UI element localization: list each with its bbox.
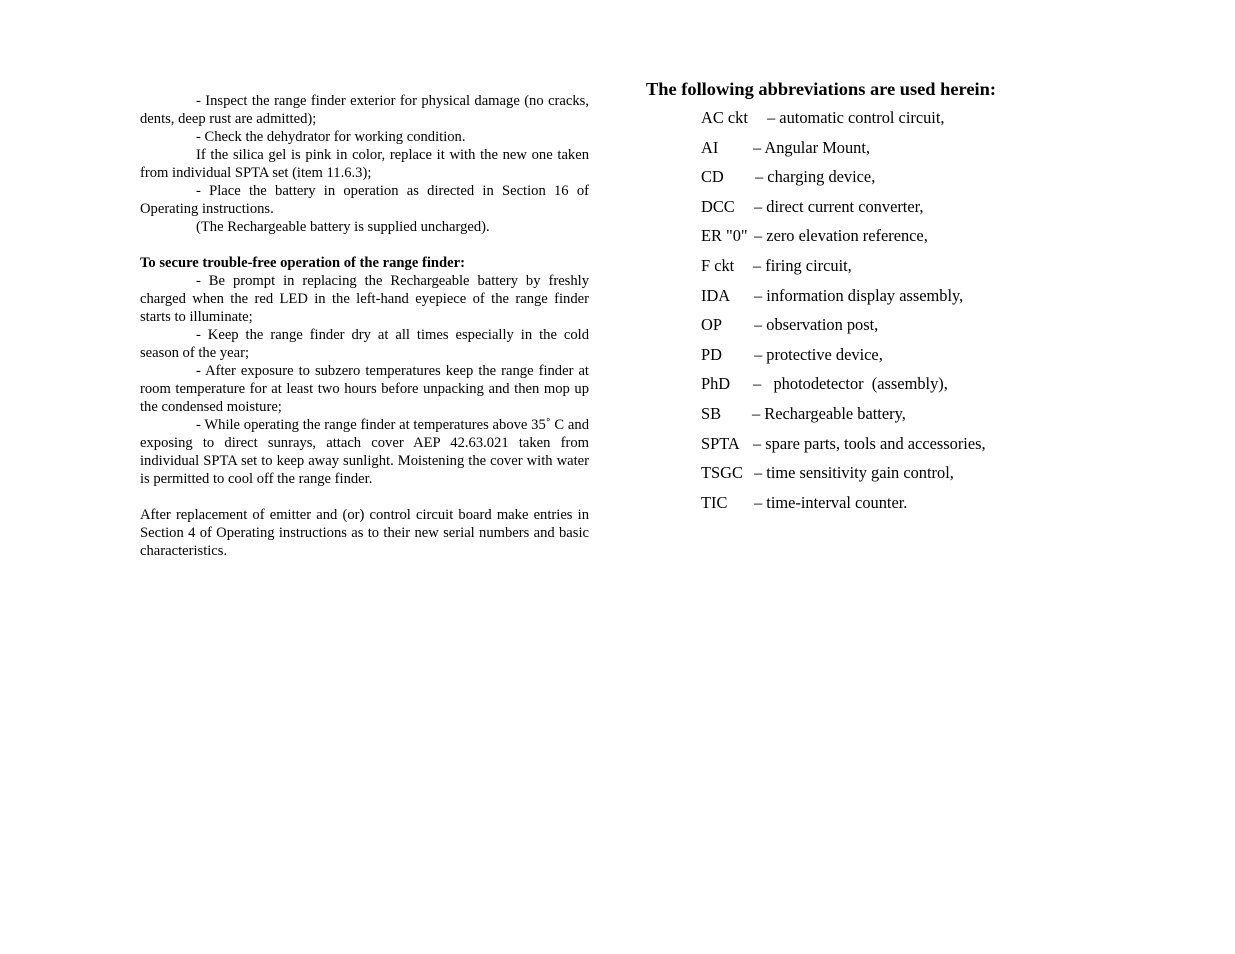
abbreviation-term: PhD: [701, 374, 731, 394]
paragraph: - Inspect the range finder exterior for physical damage (no cracks, dents, deep rust are admitted);: [140, 93, 589, 127]
abbreviation-term: CD: [701, 167, 724, 187]
abbreviation-row: [701, 226, 1206, 256]
abbreviation-row: [701, 434, 1206, 464]
maintenance-instructions-column: [140, 92, 589, 560]
abbreviation-definition: – direct current converter,: [754, 196, 924, 216]
abbreviation-definition: – time-interval counter.: [754, 492, 908, 512]
abbreviation-definition: – zero elevation reference,: [754, 226, 928, 246]
abbreviation-term: ER "0": [701, 226, 748, 246]
abbreviation-row: [701, 286, 1206, 316]
abbreviation-definition: – spare parts, tools and accessories,: [753, 433, 986, 453]
paragraph: - Be prompt in replacing the Rechargeable battery by freshly charged when the red LED in the left-hand eyepiece of the range finder starts to illuminate;: [140, 273, 589, 325]
abbreviation-term: TIC: [701, 492, 728, 512]
abbreviation-term: OP: [701, 315, 722, 335]
abbreviations-title: The following abbreviations are used herein:: [646, 79, 996, 99]
abbreviation-definition: – photodetector (assembly),: [753, 374, 948, 394]
abbreviation-row: [701, 138, 1206, 168]
paragraph: - Place the battery in operation as directed in Section 16 of Operating instructions.: [140, 183, 589, 217]
abbreviation-row: [701, 197, 1206, 227]
paragraph: After replacement of emitter and (or) control circuit board make entries in Section 4 of Operating instructions as to their new serial numbers and basic characteristics.: [140, 507, 589, 559]
abbreviation-row: [701, 167, 1206, 197]
paragraph: (The Rechargeable battery is supplied uncharged).: [196, 219, 490, 235]
abbreviation-term: DCC: [701, 196, 735, 216]
abbreviation-row: [701, 345, 1206, 375]
abbreviation-term: IDA: [701, 285, 731, 305]
abbreviation-term: SB: [701, 403, 722, 423]
abbreviation-term: TSGC: [701, 463, 743, 483]
section-heading: To secure trouble-free operation of the range finder:: [140, 255, 465, 271]
abbreviation-definition: – information display assembly,: [754, 285, 964, 305]
abbreviation-row: [701, 315, 1206, 345]
abbreviation-definition: – charging device,: [755, 167, 876, 187]
abbreviation-row: [701, 108, 1206, 138]
abbreviation-term: F ckt: [701, 255, 735, 275]
abbreviation-term: PD: [701, 344, 722, 364]
paragraph-gap: [140, 236, 589, 254]
abbreviation-term: AI: [701, 137, 719, 157]
abbreviation-term: SPTA: [701, 433, 740, 453]
abbreviation-definition: – observation post,: [754, 315, 879, 335]
abbreviation-row: [701, 404, 1206, 434]
abbreviation-definition: – firing circuit,: [753, 255, 852, 275]
abbreviation-row: [701, 374, 1206, 404]
abbreviations-list: [701, 108, 1206, 522]
paragraph: - Keep the range finder dry at all times especially in the cold season of the year;: [140, 327, 589, 361]
abbreviation-row: [701, 463, 1206, 493]
abbreviations-column: [646, 78, 1206, 522]
abbreviation-definition: – time sensitivity gain control,: [754, 463, 954, 483]
abbreviation-row: [701, 256, 1206, 286]
abbreviation-term: AC ckt: [701, 108, 748, 127]
abbreviation-definition: – automatic control circuit,: [767, 108, 945, 127]
abbreviation-definition: – protective device,: [754, 344, 883, 364]
paragraph: - After exposure to subzero temperatures keep the range finder at room temperature for at least two hours before unpacking and then mop up the condensed moisture;: [140, 363, 589, 415]
paragraph: - While operating the range finder at temperatures above 35˚ C and exposing to direct sunrays, attach cover AEP 42.63.021 taken from individual SPTA set to keep away sunlight. Moistening the cover with water is permitted to cool off the range finder.: [140, 417, 589, 487]
abbreviation-definition: – Rechargeable battery,: [752, 403, 906, 423]
abbreviation-row: [701, 493, 1206, 523]
paragraph: If the silica gel is pink in color, replace it with the new one taken from individual SPTA set (item 11.6.3);: [140, 147, 589, 181]
paragraph-gap: [140, 488, 589, 506]
abbreviation-definition: – Angular Mount,: [753, 137, 871, 157]
paragraph: - Check the dehydrator for working condition.: [196, 129, 466, 145]
